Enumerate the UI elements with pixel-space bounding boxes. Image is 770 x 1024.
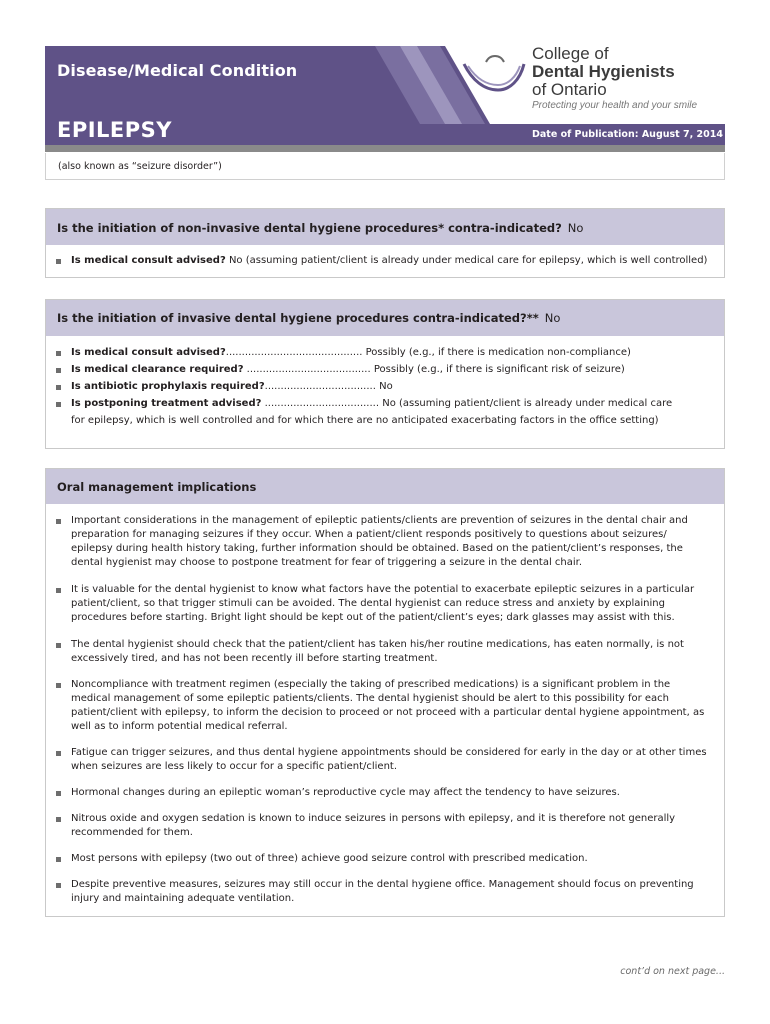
paragraph: The dental hygienist should check that the patient/client has taken his/her routine medications, has eaten normally, is not excessively tired, and has not been recently ill before starting treatment.	[71, 639, 684, 664]
list-item: Is postponing treatment advised? .................................... No (assuming patient/client is already under medical care	[71, 398, 673, 409]
bullet-icon	[56, 259, 61, 264]
bullet-icon	[56, 643, 61, 648]
list-item-continuation: for epilepsy, which is well controlled and for which there are no anticipated exacerbating factors in the office setting)	[71, 415, 659, 426]
bullet-icon	[56, 588, 61, 593]
section-invasive-title: Is the initiation of invasive dental hygiene procedures contra-indicated?** No	[57, 311, 561, 325]
paragraph: It is valuable for the dental hygienist to know what factors have the potential to exacerbate epileptic seizures in a particular patient/client, so that trigger stimuli can be avoided. The dental hygienist can reduce stress and anxiety by explaining procedures before starting. Bright light should be kept out of the patient/client’s eyes; dark glasses may assist with this.	[71, 584, 695, 623]
bullet-icon	[56, 883, 61, 888]
paragraph: Important considerations in the management of epileptic patients/clients are prevention of seizures in the dental chair and preparation for managing seizures if they occur. When a patient/client responds positively to questions about seizures/ epilepsy during health history taking, further information should be obtained. Based on the patient/client’s responses, the dental hygienist may choose to postpone treatment for fear of triggering a seizure in the dental chair.	[71, 515, 688, 568]
bullet-icon	[56, 857, 61, 862]
list-item: Is medical clearance required? ....................................... Possibly (e.g., if there is significant risk of seizure)	[71, 364, 625, 375]
paragraph: Most persons with epilepsy (two out of three) achieve good seizure control with prescribed medication.	[71, 853, 588, 864]
bullet-icon	[56, 385, 61, 390]
publication-date: Date of Publication: August 7, 2014	[532, 129, 723, 140]
paragraph: Hormonal changes during an epileptic woman’s reproductive cycle may affect the tendency to have seizures.	[71, 787, 620, 798]
condition-title: EPILEPSY	[57, 118, 172, 142]
bullet-icon	[56, 683, 61, 688]
list-item: Is medical consult advised? No (assuming patient/client is already under medical care for epilepsy, which is well controlled)	[71, 255, 708, 266]
logo-tagline: Protecting your health and your smile	[532, 100, 698, 111]
paragraph: Noncompliance with treatment regimen (especially the taking of prescribed medications) is a significant problem in the medical management of some epileptic patients/clients. The dental hygienist should be alert to this possibility for each patient/client with epilepsy, to inform the decision to proceed or not proceed with a particular dental hygiene appointment, as well as to inform potential medical referral.	[71, 679, 705, 732]
continued-note: cont’d on next page...	[620, 966, 725, 977]
section-non-invasive-answer: No	[567, 221, 584, 235]
section-non-invasive-title: Is the initiation of non-invasive dental hygiene procedures* contra-indicated? No	[57, 221, 584, 235]
category-title: Disease/Medical Condition	[57, 61, 298, 80]
bullet-icon	[56, 791, 61, 796]
logo-line-2: Dental Hygienists	[532, 62, 675, 81]
bullet-icon	[56, 817, 61, 822]
paragraph: Despite preventive measures, seizures may still occur in the dental hygiene office. Management should focus on preventing injury and maintaining adequate ventilation.	[71, 879, 694, 904]
bullet-icon	[56, 351, 61, 356]
bullet-icon	[56, 519, 61, 524]
section-invasive-answer: No	[544, 311, 561, 325]
bullet-icon	[56, 402, 61, 407]
logo-line-1: College of	[532, 44, 609, 63]
paragraph: Fatigue can trigger seizures, and thus dental hygiene appointments should be considered for early in the day or at other times when seizures are less likely to occur for a specific patient/client.	[71, 747, 707, 772]
logo-line-3: of Ontario	[532, 80, 607, 99]
college-logo-icon	[462, 50, 530, 98]
list-item: Is medical consult advised?........................................... Possibly (e.g., if there is medication non-compliance)	[71, 347, 631, 358]
bullet-icon	[56, 368, 61, 373]
bullet-icon	[56, 751, 61, 756]
section-oral-management-title: Oral management implications	[57, 480, 257, 494]
list-item: Is antibiotic prophylaxis required?................................... No	[71, 381, 393, 392]
aka-text: (also known as “seizure disorder”)	[58, 161, 222, 172]
paragraph: Nitrous oxide and oxygen sedation is known to induce seizures in persons with epilepsy, and it is therefore not generally recommended for them.	[71, 813, 676, 838]
